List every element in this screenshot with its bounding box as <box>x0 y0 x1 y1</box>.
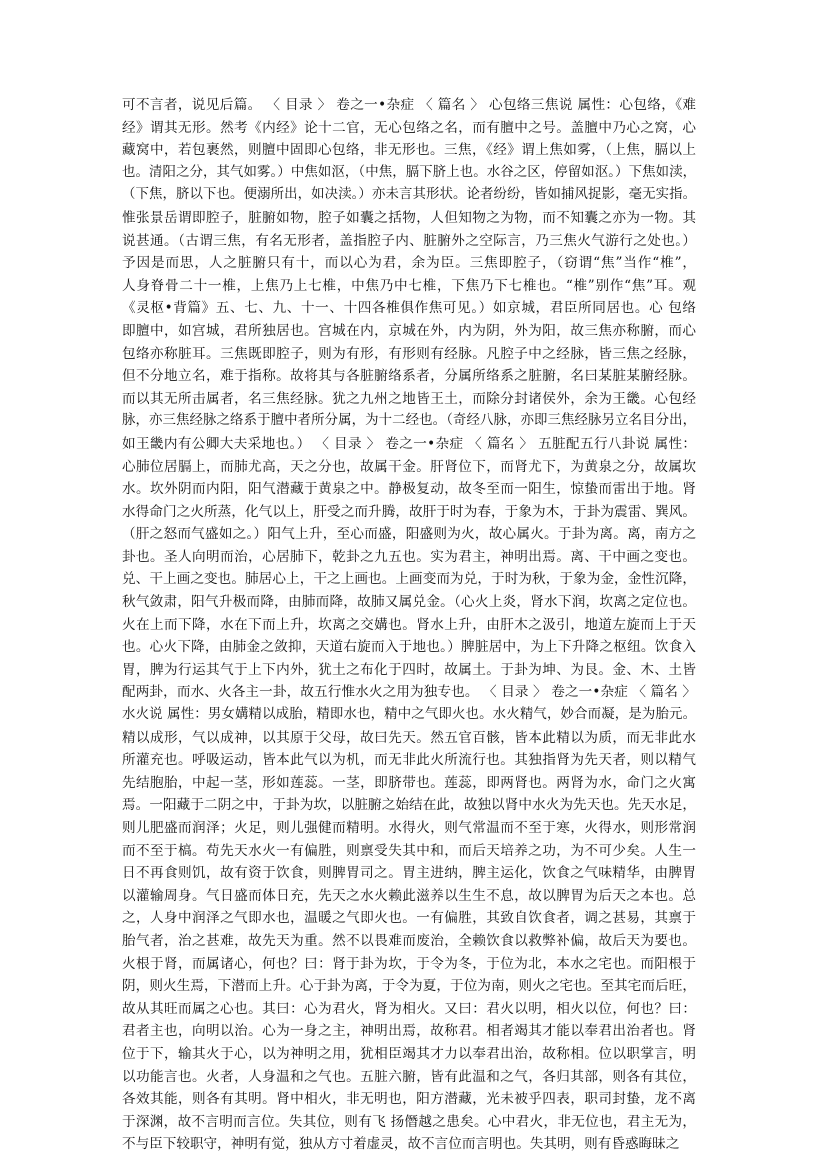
text-line: 火在上而下降，水在下而上升，坎离之交媾也。肾水上升，由肝木之汲引，地道左旋而上于天 <box>122 616 696 633</box>
text-line: 水。坎外阴而内阳，阳气潜藏于黄泉之中。静极复动，故冬至而一阳生，惊蛰而雷出于地。肾 <box>122 481 696 498</box>
text-line: 也。清阳之分，其气如雾。）中焦如沤，（中焦，膈下脐上也。水谷之区，停留如沤。）下焦如渎， <box>122 164 696 180</box>
text-line: 胎气者，治之甚难，故先天为重。然不以畏难而废治，全赖饮食以救弊补偏，故后天为要也。 <box>122 932 696 949</box>
text-line: 所灌充也。呼吸运动，皆本此气以为机，而无非此火所流行也。其独指肾为先天者，则以精气 <box>122 752 696 769</box>
text-line: 而不至于槁。苟先天水火一有偏胜，则禀受失其中和，而后天培养之功，为不可少矣。人生一 <box>122 842 696 859</box>
document-page <box>122 94 696 1156</box>
text-line: 心肺位居膈上，而肺尤高，天之分也，故属干金。肝肾位下，而肾尤下，为黄泉之分，故属坎 <box>122 458 696 475</box>
text-line: 之，人身中润泽之气即水也，温暖之气即火也。一有偏胜，其致自饮食者，调之甚易，其禀于 <box>122 910 696 927</box>
text-line: 先结胞胎，中起一茎，形如莲蕊。一茎，即脐带也。莲蕊，即两肾也。两肾为水，命门之火寓 <box>122 774 696 791</box>
text-line: 水得命门之火所蒸，化气以上，肝受之而升腾，故肝于时为春，于象为木，于卦为震雷、巽风。 <box>122 503 696 520</box>
text-line: 可不言者，说见后篇。 〈 目录 〉 卷之一•杂症 〈 篇名 〉 心包络三焦说 属性：心包络，《难 <box>122 97 696 113</box>
text-line: 胃，脾为行运其气于上下内外，犹土之布化于四时，故属土。于卦为坤、为艮。金、木、土皆 <box>122 661 696 678</box>
text-line: 火根于肾，而属诸心，何也？曰：肾于卦为坎，于令为冬，于位为北，本水之宅也。而阳根于 <box>122 955 696 972</box>
text-line: 脉，亦三焦经脉之络系于膻中者所分属，为十二经也。（奇经八脉，亦即三焦经脉另立名目分出， <box>122 413 696 429</box>
text-line: 而以其无所击属者，名三焦经脉。犹之九州之地皆王土，而除分封诸侯外，余为王畿。心包经 <box>122 390 696 407</box>
text-line: 予因是而思，人之脏腑只有十，而以心为君，余为臣。三焦即腔子，（窃谓“焦”当作“椎”， <box>122 255 696 272</box>
text-line: 君者主也，向明以治。心为一身之主，神明出焉，故称君。相者竭其才能以奉君出治者也。肾 <box>122 1023 696 1040</box>
text-line: 即膻中，如宫城，君所独居也。宫城在内，京城在外，内为阴，外为阳，故三焦亦称腑，而心 <box>122 322 696 339</box>
text-line: 焉。一阳藏于二阴之中，于卦为坎，以脏腑之始结在此，故独以肾中水火为先天也。先天水足， <box>122 797 696 814</box>
text-line: 精以成形，气以成神，以其原于父母，故曰先天。然五官百骸，皆本此精以为质，而无非此水 <box>122 729 696 746</box>
text-line: 位于下，输其火于心，以为神明之用，犹相臣竭其才力以奉君出治，故称相。位以职掌言，明 <box>122 1045 696 1062</box>
text-line: 则儿肥盛而润泽；火足，则儿强健而精明。水得火，则气常温而不至于寒，火得水，则形常润 <box>122 820 696 836</box>
text-line: （肝之怒而气盛如之。）阳气上升，至心而盛，阳盛则为火，故心属火。于卦为离。离，南方之 <box>122 526 696 543</box>
text-line: 但不分地立名，难于指称。故将其与各脏腑络系者，分属所络系之脏腑，名曰某脏某腑经脉。 <box>122 368 696 385</box>
text-line: 故从其旺而属之心也。其曰：心为君火，肾为相火。又曰：君火以明，相火以位，何也？曰： <box>122 1000 696 1017</box>
text-line: 如王畿内有公卿大夫采地也。） 〈 目录 〉 卷之一•杂症 〈 篇名 〉 五脏配五行八卦说 属性： <box>122 435 696 452</box>
text-line: 《灵枢•背篇》五、七、九、十一、十四各椎俱作焦可见。）如京城，君臣所同居也。心 包络 <box>122 300 696 317</box>
text-line: 说甚通。（古谓三焦，有名无形者，盖指腔子内、脏腑外之空际言，乃三焦火气游行之处也。） <box>122 232 696 249</box>
text-line: 于深渊，故不言明而言位。失其位，则有飞 扬僭越之患矣。心中君火，非无位也，君主无为， <box>122 1113 696 1130</box>
text-line: 阴，则火生焉，下潜而上升。心于卦为离，于令为夏，于位为南，则火之宅也。至其宅而后旺， <box>122 978 696 995</box>
text-line: 卦也。圣人向明而治，心居肺下，乾卦之九五也。实为君主，神明出焉。离、干中画之变也。 <box>122 548 696 565</box>
text-line: 以功能言也。火者，人身温和之气也。五脏六腑，皆有此温和之气，各归其部，则各有其位， <box>122 1068 696 1085</box>
text-line: 也。心火下降，由肺金之敛抑，天道右旋而入于地也。）脾脏居中，为上下升降之枢纽。饮食入 <box>122 639 696 656</box>
text-line: 兑、干上画之变也。肺居心上，干之上画也。上画变而为兑，于时为秋，于象为金，金性沉降， <box>122 571 696 588</box>
text-line: 惟张景岳谓即腔子，脏腑如物，腔子如囊之括物，人但知物之为物，而不知囊之亦为一物。其 <box>122 209 696 226</box>
text-line: 各效其能，则各有其明。肾中相火，非无明也，阳方潜藏，光未被乎四表，职司封蛰，龙不离 <box>122 1091 696 1108</box>
text-line: 水火说 属性：男女媾精以成胎，精即水也，精中之气即火也。水火精气，妙合而凝，是为胎元。 <box>122 707 696 723</box>
text-line: 秋气敛肃，阳气升极而降，由肺而降，故肺又属兑金。（心火上炎，肾水下润，坎离之定位也。 <box>122 594 696 611</box>
text-line: 不与臣下较职守，神明有觉，独从方寸着虚灵，故不言位而言明也。失其明，则有昏惑晦昧之 <box>122 1136 680 1153</box>
text-line: 配两卦，而水、火各主一卦，故五行惟水火之用为独专也。 〈 目录 〉 卷之一•杂症 〈 篇名 〉 <box>122 684 696 701</box>
text-line: 包络亦称脏耳。三焦既即腔子，则为有形，有形则有经脉。凡腔子中之经脉，皆三焦之经脉， <box>122 345 696 362</box>
text-line: 藏窝中，若包裹然，则膻中固即心包络，非无形也。三焦，《经》谓上焦如雾，（上焦，膈以上 <box>122 142 696 159</box>
text-line: 日不再食则饥，故有资于饮食，则脾胃司之。胃主进纳，脾主运化，饮食之气味精华，由脾胃 <box>122 865 696 882</box>
text-line: （下焦，脐以下也。便溺所出，如决渎。）亦未言其形状。论者纷纷，皆如捕风捉影，毫无实指。 <box>122 187 696 203</box>
text-line: 人身脊骨二十一椎，上焦乃上七椎，中焦乃中七椎，下焦乃下七椎也。“椎”别作“焦”耳。观 <box>122 277 696 294</box>
text-line: 以灌输周身。气日盛而体日充，先天之水火赖此滋养以生生不息，故以脾胃为后天之本也。总 <box>122 887 696 904</box>
text-line: 经》谓其无形。然考《内经》论十二官，无心包络之名，而有膻中之号。盖膻中乃心之窝，心 <box>122 119 696 136</box>
